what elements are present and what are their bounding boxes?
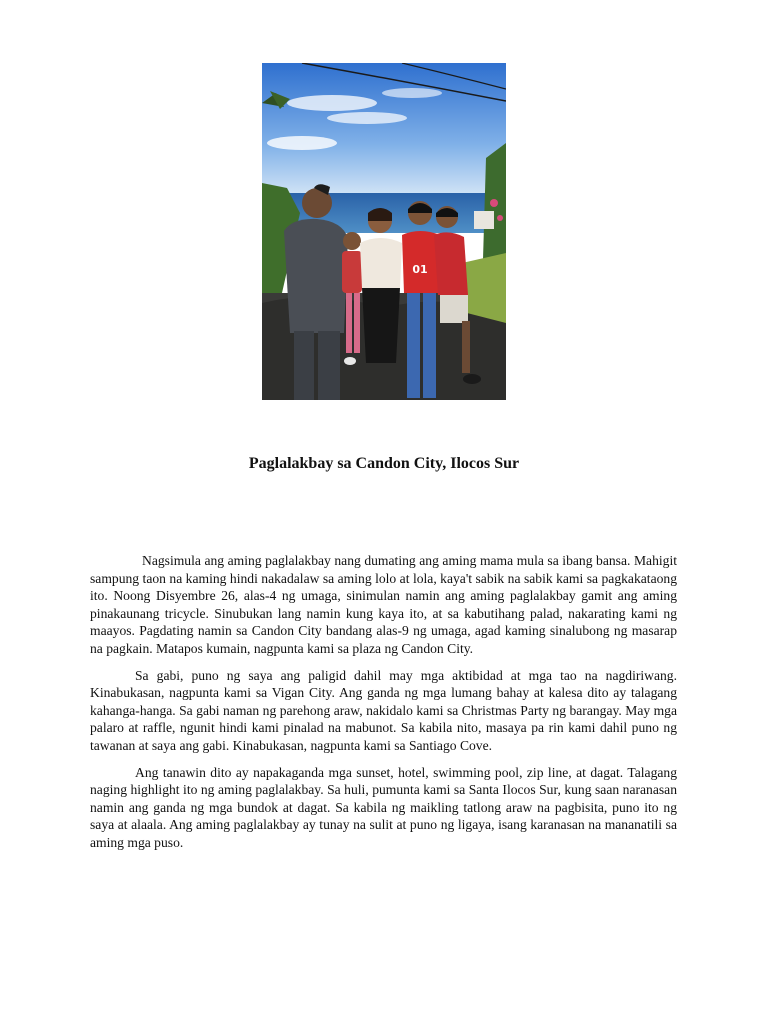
paragraph-3: Ang tanawin dito ay napakaganda mga sunset, hotel, swimming pool, zip line, at dagat. Talagang naging highlight ito ng aming paglalakbay. Sa huli, pumunta kami sa Santa Ilocos Sur, kung saan naranasan namin ang ganda ng mga bundok at dagat. Sa kabila ng maikling tatlong araw na pagbisita, puno ito ng saya at alaala. Ang aming paglalakbay ay tunay na sulit at puno ng ligaya, isang karanasan na mananatili sa aming mga puso. xyxy=(90,764,677,850)
svg-text:01: 01 xyxy=(412,263,428,276)
body-text xyxy=(90,552,677,861)
paragraph-1: Nagsimula ang aming paglalakbay nang dumating ang aming mama mula sa ibang bansa. Mahigit sampung taon na kaming hindi nakadalaw sa aming lolo at lola, kaya't sabik na sabik kami sa pagkakataong ito. Noong Disyembre 26, alas-4 ng umaga, sinimulan namin ang aming paglalakbay gamit ang aming pinakaunang tricycle. Sinubukan lang namin kung kaya ito, at sa kabutihang palad, nakarating kami ng maayos. Pagdating namin sa Candon City bandang alas-9 ng umaga, agad kaming sinalubong ng masarap na pagkain. Matapos kumain, nagpunta kami sa plaza ng Candon City. xyxy=(90,553,677,656)
family-photo xyxy=(262,63,506,400)
document-title: Paglalakbay sa Candon City, Ilocos Sur xyxy=(248,455,520,472)
paragraph-2: Sa gabi, puno ng saya ang paligid dahil may mga aktibidad at mga tao na nagdiriwang. Kinabukasan, nagpunta kami sa Vigan City. Ang ganda ng mga lumang bahay at kalesa dito ay talagang kahanga-hanga. Sa gabi naman ng parehong araw, nakidalo kami sa Christmas Party ng barangay. May mga palaro at raffle, ngunit hindi kami pinalad na mabunot. Sa kabila nito, masaya pa rin kami dahil puno ng tawanan at saya ang gabi. Kinabukasan, nagpunta kami sa Santiago Cove. xyxy=(90,667,677,753)
